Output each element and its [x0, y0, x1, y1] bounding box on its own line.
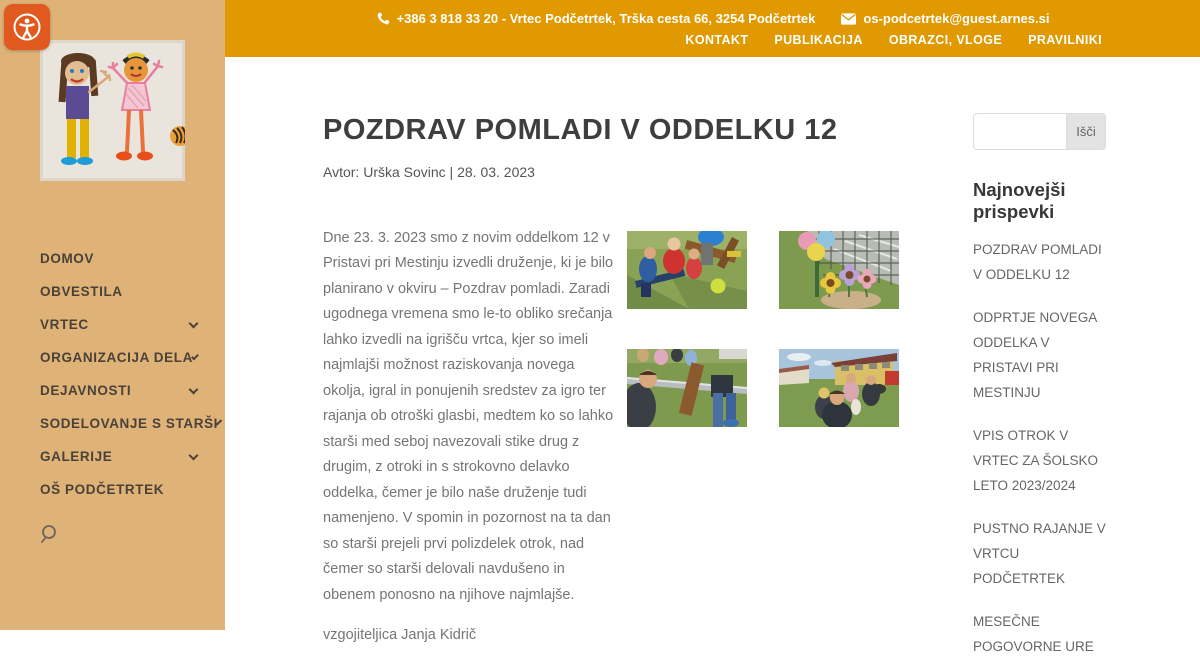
recent-post-link[interactable]: PUSTNO RAJANJE V VRTCU PODČETRTEK	[973, 521, 1106, 586]
sidebar-menu-item[interactable]	[0, 308, 225, 341]
article-signature: vzgojiteljica Janja Kidrič	[323, 627, 477, 644]
sidebar-search-icon[interactable]	[40, 524, 60, 544]
search-input[interactable]	[973, 113, 1066, 150]
meta-date: 28. 03. 2023	[457, 163, 535, 180]
article-photo-4[interactable]	[779, 349, 899, 427]
sidebar-menu-item[interactable]	[0, 440, 225, 473]
group-on-grass-photo	[779, 349, 899, 427]
sidebar-menu-item-label: GALERIJE	[40, 449, 113, 464]
right-sidebar	[973, 113, 1106, 654]
contact-row	[225, 0, 1200, 26]
chevron-down-icon	[189, 450, 199, 460]
phone-icon	[376, 12, 390, 26]
meta-author-prefix: Avtor:	[323, 163, 364, 180]
article	[323, 113, 899, 644]
sidebar-menu-item[interactable]	[0, 407, 225, 440]
left-sidebar	[0, 0, 225, 630]
article-photo-1[interactable]	[627, 231, 747, 309]
phone-contact	[376, 11, 816, 26]
sidebar-menu-item[interactable]	[0, 275, 225, 308]
sidebar-menu-item[interactable]	[0, 341, 225, 374]
sidebar-menu-item-label: OBVESTILA	[40, 284, 123, 299]
sidebar-menu-item-label: ORGANIZACIJA DELA	[40, 350, 193, 365]
sidebar-menu-item-label: DEJAVNOSTI	[40, 383, 132, 398]
recent-post-item	[973, 305, 1106, 405]
beam-closeup-photo	[627, 349, 747, 427]
sidebar-menu-item-label: DOMOV	[40, 251, 95, 266]
recent-post-link[interactable]: POZDRAV POMLADI V ODDELKU 12	[973, 242, 1102, 282]
email-text: os-podcetrtek@guest.arnes.si	[863, 11, 1050, 26]
meta-author-name: Urška Sovinc	[363, 163, 446, 180]
accessibility-widget-button[interactable]	[4, 4, 50, 50]
recent-post-link[interactable]: VPIS OTROK V VRTEC ZA ŠOLSKO LETO 2023/2024	[973, 428, 1099, 493]
recent-post-link[interactable]: MESEČNE POGOVORNE URE	[973, 614, 1094, 654]
search-form	[973, 113, 1106, 150]
sidebar-menu-item-label: OŠ PODČETRTEK	[40, 482, 165, 497]
chevron-down-icon	[189, 384, 199, 394]
article-photo-3[interactable]	[627, 349, 747, 427]
phone-text: +386 3 818 33 20 - Vrtec Podčetrtek, Trška cesta 66, 3254 Podčetrtek	[396, 11, 816, 26]
article-paragraph: Dne 23. 3. 2023 smo z novim oddelkom 12 v Pristavi pri Mestinju izvedli druženje, ki je bilo planirano v okviru – Pozdrav pomladi. Zaradi ugodnega vremena smo le-to obliko srečanja lahko izvedli na igrišču vrtca, kjer so imeli najmlajši možnost raziskovanja novega okolja, igral in ponujenih sredstev za igro ter rajanja ob otroški glasbi, medtem ko so lahko starši med seboj navezovali stike drug z drugim, z otroki in s strokovno delavko oddelka, čemer je bilo naše druženje tudi namenjeno. V spomin in pozornost na ta dan so starši prejeli prvi polizdelek otrok, nad čemer so starši delovali navdušeno in obenem ponosno na njihove najmlajše.	[323, 229, 614, 603]
top-nav-link[interactable]: PRAVILNIKI	[1028, 33, 1102, 47]
article-title: POZDRAV POMLADI V ODDELKU 12	[323, 114, 838, 146]
recent-post-item	[973, 609, 1106, 659]
recent-posts-list	[973, 237, 1106, 659]
playground-seesaw-photo	[627, 231, 747, 309]
sidebar-menu	[0, 242, 225, 506]
site-logo[interactable]	[40, 40, 185, 181]
top-nav	[225, 33, 1200, 47]
main-content	[225, 57, 1200, 654]
recent-posts-heading: Najnovejši prispevki	[973, 179, 1066, 222]
article-body	[323, 226, 899, 649]
sidebar-menu-item[interactable]	[0, 242, 225, 275]
top-nav-link[interactable]: PUBLIKACIJA	[774, 33, 863, 47]
sidebar-menu-item[interactable]	[0, 473, 225, 506]
chevron-down-icon	[189, 318, 199, 328]
top-nav-link[interactable]: OBRAZCI, VLOGE	[888, 33, 1003, 47]
child-drawing-logo-image	[40, 40, 185, 181]
recent-post-item	[973, 237, 1106, 287]
meta-separator: |	[445, 163, 458, 180]
recent-post-item	[973, 516, 1106, 591]
recent-post-item	[973, 423, 1106, 498]
email-contact[interactable]	[841, 11, 1049, 26]
accessibility-icon	[11, 11, 43, 43]
sidebar-menu-item-label: SODELOVANJE S STARŠI	[40, 416, 219, 431]
article-text-column	[323, 226, 615, 649]
article-photo-2[interactable]	[779, 231, 899, 309]
recent-post-link[interactable]: ODPRTJE NOVEGA ODDELKA V PRISTAVI PRI MESTINJU	[973, 310, 1097, 400]
article-photo-grid	[627, 226, 899, 649]
top-bar	[225, 0, 1200, 57]
top-nav-link[interactable]: KONTAKT	[685, 33, 749, 47]
sidebar-menu-item[interactable]	[0, 374, 225, 407]
balloons-flowers-photo	[779, 231, 899, 309]
sidebar-menu-item-label: VRTEC	[40, 317, 89, 332]
envelope-icon	[841, 13, 856, 25]
search-submit-button[interactable]: Išči	[1066, 113, 1106, 150]
article-meta	[323, 164, 899, 180]
search-icon	[40, 524, 60, 544]
